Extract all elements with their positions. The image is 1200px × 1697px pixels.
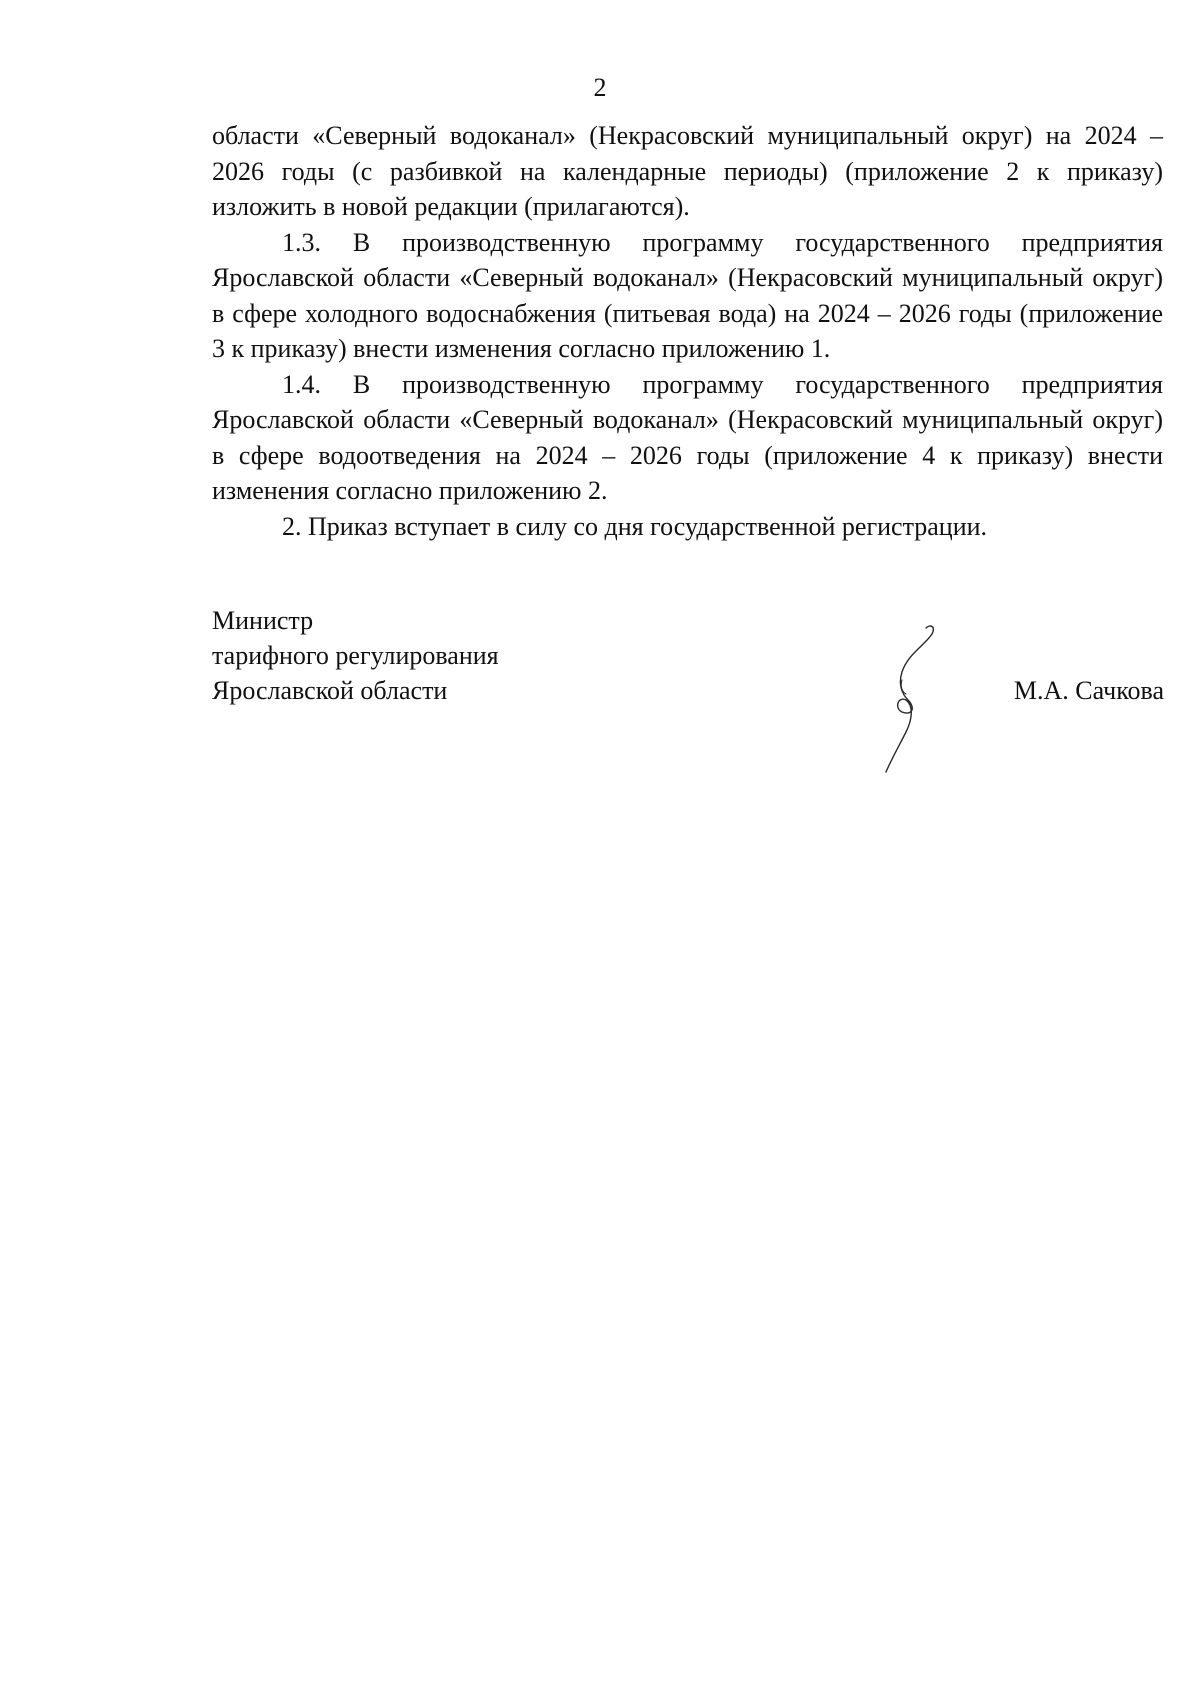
paragraph-item-2: 2. Приказ вступает в силу со дня государственной регистрации. [282,511,988,541]
handwritten-signature [872,620,952,780]
signatory-title-block [212,603,499,708]
document-body [212,118,1163,544]
signatory-title-line-3: Ярославской области [212,676,448,705]
signatory-title-line-2: тарифного регулирования [212,641,499,670]
paragraph-item-1-4: 1.4. В производственную программу государственного предприятия Ярославской области «Северный водоканал» (Некрасовский муниципальный округ) в сфере водоотведения на 2024 – 2026 годы (приложение 4 к приказу) внести изменения согласно приложению 2. [212,369,1163,505]
signatory-title-line-1: Министр [212,606,314,635]
page-number: 2 [593,73,607,102]
paragraph-item-1-3: 1.3. В производственную программу государственного предприятия Ярославской области «Северный водоканал» (Некрасовский муниципальный округ) в сфере холодного водоснабжения (питьевая вода) на 2024 – 2026 годы (приложение 3 к приказу) внести изменения согласно приложению 1. [212,227,1163,363]
signatory-name: М.А. Сачкова [1013,676,1164,705]
paragraph-continuation: области «Северный водоканал» (Некрасовский муниципальный округ) на 2024 – 2026 годы (с разбивкой на календарные периоды) (приложение 2 к приказу) изложить в новой редакции (прилагаются). [212,121,1163,221]
